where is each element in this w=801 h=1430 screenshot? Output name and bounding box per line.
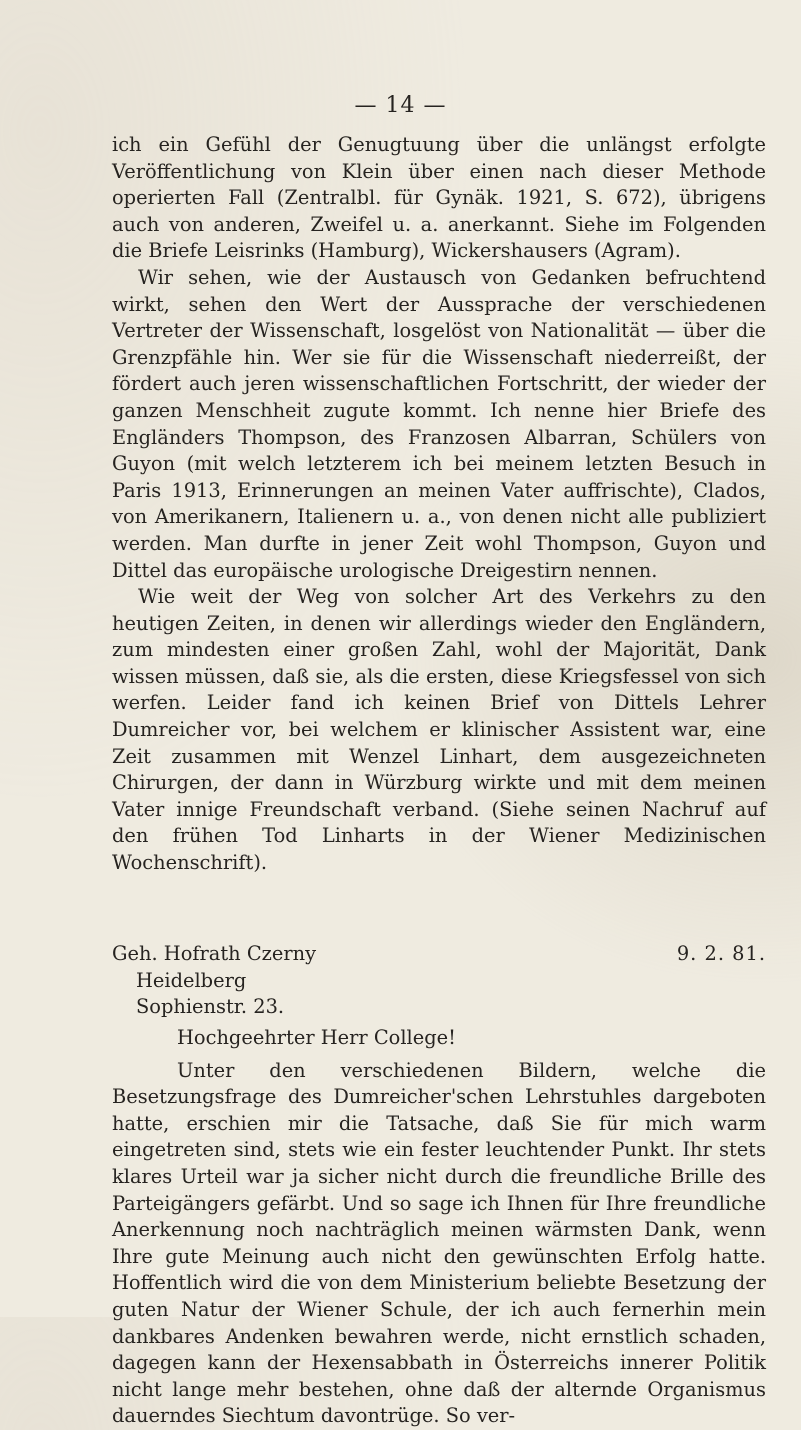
sender-city: Heidelberg bbox=[136, 968, 247, 992]
sender-block bbox=[112, 941, 316, 1021]
page-number: — 14 — bbox=[354, 93, 447, 118]
letter-czerny bbox=[112, 941, 766, 1430]
sender-name: Geh. Hofrath Czerny bbox=[112, 942, 317, 965]
letter-date: 9. 2. 81. bbox=[676, 942, 766, 965]
letter-header bbox=[112, 941, 766, 1021]
paragraph-2: Wir sehen, wie der Austausch von Gedanken befruchtend wirkt, sehen den Wert der Aussprache der verschiedenen Vertreter der Wissenschaft, losgelöst von Nationalität — über die Grenzpfähle hin. Wer sie für die Wissenschaft niederreißt, der fördert auch jeren wissenschaftlichen Fortschritt, der wieder der ganzen Menschheit zugute kommt. Ich nenne hier Briefe des Engländers Thompson, des Franzosen Albarran, Schülers von Guyon (mit welch letzterem ich bei meinem letzten Besuch in Paris 1913, Erinnerungen an meinen Vater auffrischte), Clados, von Amerikanern, Italienern u. a., von denen nicht alle publiziert werden. Man durfte in jener Zeit wohl Thompson, Guyon und Dittel das europäische urologische Dreigestirn nennen. bbox=[112, 265, 766, 582]
paragraph-3: Wie weit der Weg von solcher Art des Verkehrs zu den heutigen Zeiten, in denen wir allerdings wieder den Engländern, zum mindesten einer großen Zahl, wohl der Majorität, Dank wissen müssen, daß sie, als die ersten, diese Kriegsfessel von sich werfen. Leider fand ich keinen Brief von Dittels Lehrer Dumreicher vor, bei welchem er klinischer Assistent war, eine Zeit zusammen mit Wenzel Linhart, dem ausgezeichneten Chirurgen, der dann in Würzburg wirkte und mit dem meinen Vater innige Freundschaft verband. (Siehe seinen Nachruf auf den frühen Tod Linharts in der Wiener Medizinischen Wochenschrift). bbox=[112, 585, 766, 875]
paragraph-1: ich ein Gefühl der Genugtuung über die unlängst erfolgte Veröffentlichung von Klein über einen nach dieser Methode operierten Fall (Zentralbl. für Gynäk. 1921, S. 672), übrigens auch von anderen, Zweifel u. a. anerkannt. Siehe im Folgenden die Briefe Leisrinks (Hamburg), Wickershausers (Agram). bbox=[112, 133, 766, 263]
letter-salutation: Hochgeehrter Herr College! bbox=[177, 1026, 456, 1049]
sender-street: Sophienstr. 23. bbox=[136, 995, 285, 1019]
main-text bbox=[112, 132, 766, 877]
letter-body: Unter den verschiedenen Bildern, welche die Besetzungsfrage des Dumreicher'schen Lehrstuhles dargeboten hatte, erschien mir die Tatsache, daß Sie für mich warm eingetreten sind, stets wie ein fester leuchtender Punkt. Ihr stets klares Urteil war ja sicher nicht durch die freundliche Brille des Parteigängers gefärbt. Und so sage ich Ihnen für Ihre freundliche Anerkennung noch nachträglich meinen wärmsten Dank, wenn Ihre gute Meinung auch nicht den gewünschten Erfolg hatte. Hoffentlich wird die von dem Ministerium beliebte Besetzung der guten Natur der Wiener Schule, der ich auch fernerhin mein dankbares Andenken bewahren werde, nicht ernstlich schaden, dagegen kann der Hexensabbath in Österreichs innerer Politik nicht lange mehr bestehen, ohne daß der alternde Organismus dauerndes Siechtum davontrüge. So ver- bbox=[112, 1058, 766, 1428]
